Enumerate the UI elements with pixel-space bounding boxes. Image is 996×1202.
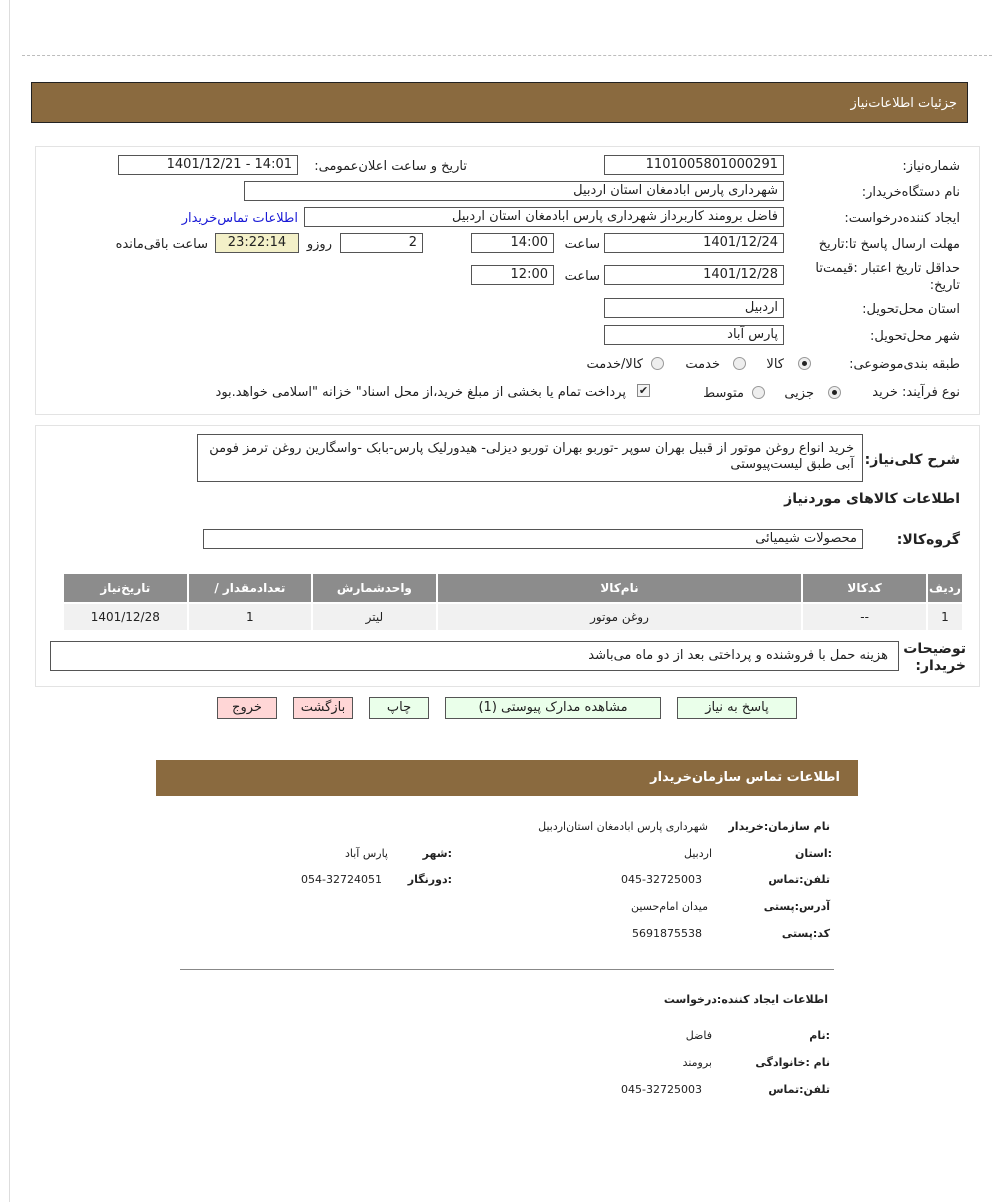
col-code: کدکالا [803, 574, 926, 602]
days-field: 2 [340, 233, 423, 253]
attachments-button[interactable]: مشاهده مدارک پیوستی (1) [445, 697, 661, 719]
contact-province: اردبیل [684, 847, 712, 860]
buyer-contact-link[interactable]: اطلاعات تماس‌خریدار [181, 211, 298, 226]
buyer-notes-label: توضیحات [903, 641, 966, 657]
goods-table [62, 572, 964, 632]
deadline-time-field: 14:00 [471, 233, 554, 253]
cell-row: 1 [928, 604, 962, 630]
creator-phone-label: تلفن‌:تماس [768, 1083, 830, 1096]
process-label: نوع فرآیند: خرید [872, 385, 960, 400]
remaining-label: ساعت باقی‌مانده [115, 237, 208, 252]
creator-phone: 045-32725003 [621, 1083, 702, 1096]
creator-family-label: نام :خانوادگی [755, 1056, 830, 1069]
process-partial-radio[interactable] [828, 386, 841, 399]
days-label: روزو [306, 237, 332, 252]
summary-label: شرح کلی‌نیاز: [864, 452, 960, 468]
creator-family: برومند [682, 1056, 712, 1069]
province-field: اردبیل [604, 298, 784, 318]
buyer-notes-text: هزینه حمل با فروشنده و پرداختی بعد از دو ماه می‌باشد [50, 641, 899, 671]
cell-date: 1401/12/28 [64, 604, 187, 630]
category-goods-radio[interactable] [798, 357, 811, 370]
buyer-notes-label-2: خریدار: [915, 658, 966, 674]
cell-unit: لیتر [313, 604, 436, 630]
contact-fax: 054-32724051 [301, 873, 382, 886]
remaining-time-field: 23:22:14 [215, 233, 299, 253]
city-field: پارس آباد [604, 325, 784, 345]
creator-name: فاضل [685, 1029, 712, 1042]
details-header [31, 82, 968, 123]
creator-field: فاضل برومند کاربرداز شهرداری پارس ابادمغان استان اردبیل [304, 207, 784, 227]
validity-time-label: ساعت [564, 269, 600, 284]
contact-postal-label: کد:پستی [781, 927, 830, 940]
deadline-label: مهلت ارسال پاسخ تا:تاریخ [818, 237, 960, 252]
validity-label: حداقل تاریخ اعتبار :قیمت‌تا [815, 261, 960, 276]
creator-name-label: :نام [809, 1029, 830, 1042]
page-left-border [9, 0, 10, 1202]
category-service-radio[interactable] [733, 357, 746, 370]
cell-code: -- [803, 604, 926, 630]
contact-fax-label: :دورنگار [407, 873, 452, 886]
creator-label: ایجاد کننده‌درخواست: [844, 211, 960, 226]
category-service-label: خدمت [685, 357, 720, 372]
col-row: ردیف [928, 574, 962, 602]
summary-text: خرید انواع روغن موتور از قبیل بهران سوپر -توربو بهران توربو دیزلی- هیدورلیک پارس-بابک -واسگارین روغن ترمز فومن آبی طبق لیست‌پیوستی [197, 434, 863, 482]
table-row [64, 604, 962, 630]
city-label: شهر محل‌تحویل: [870, 329, 960, 344]
category-goods-label: کالا [766, 357, 784, 372]
exit-button[interactable]: خروج [217, 697, 277, 719]
announce-label: تاریخ و ساعت اعلان‌عمومی: [314, 159, 467, 174]
treasury-payment-checkbox[interactable]: ✔ [638, 384, 649, 397]
deadline-date-field: 1401/12/24 [604, 233, 784, 253]
contact-city-label: :شهر [422, 847, 452, 860]
validity-label-2: تاریخ: [929, 278, 960, 293]
buyer-org-label: نام دستگاه‌خریدار: [861, 185, 960, 200]
creator-info-title: اطلاعات ایجاد کننده‌:درخواست [663, 993, 828, 1006]
col-date: تاریخ‌نیاز [64, 574, 187, 602]
details-header-title: جزئیات اطلاعات‌نیاز [850, 96, 957, 111]
contact-province-label: :استان [795, 847, 832, 860]
contact-org-label: نام سازمان‌:خریدار [728, 820, 830, 833]
deadline-time-label: ساعت [564, 237, 600, 252]
goods-info-label: اطلاعات کالاهای موردنیاز [784, 491, 960, 507]
validity-date-field: 1401/12/28 [604, 265, 784, 285]
category-label: طبقه بندی‌موضوعی: [849, 357, 960, 372]
buyer-contact-title: اطلاعات تماس سازمان‌خریدار [650, 770, 840, 785]
contact-phone-label: تلفن‌:تماس [768, 873, 830, 886]
buyer-org-field: شهرداری پارس ابادمغان استان اردبیل [244, 181, 784, 201]
col-name: نام‌کالا [438, 574, 802, 602]
print-button[interactable]: چاپ [369, 697, 429, 719]
back-button[interactable]: بازگشت [293, 697, 353, 719]
col-unit: واحدشمارش [313, 574, 436, 602]
province-label: استان محل‌تحویل: [862, 302, 960, 317]
goods-table-header [64, 574, 962, 602]
col-qty: تعدادمقدار / [189, 574, 312, 602]
category-goods-service-radio[interactable] [651, 357, 664, 370]
process-partial-label: جزیی [784, 386, 814, 401]
validity-time-field: 12:00 [471, 265, 554, 285]
cell-name: روغن موتور [438, 604, 802, 630]
announce-field: 1401/12/21 - 14:01 [118, 155, 298, 175]
contact-city: پارس آباد [344, 847, 388, 860]
cell-qty: 1 [189, 604, 312, 630]
reply-button[interactable]: پاسخ به نیاز [677, 697, 797, 719]
contact-org: شهرداری پارس ابادمغان استان‌اردبیل [538, 820, 708, 833]
goods-group-label: گروه‌کالا: [896, 532, 960, 548]
process-medium-label: متوسط [703, 386, 744, 401]
contact-postal: 5691875538 [632, 927, 702, 940]
need-number-label: شماره‌نیاز: [902, 159, 960, 174]
process-medium-radio[interactable] [752, 386, 765, 399]
goods-group-field: محصولات شیمیائی [203, 529, 863, 549]
buyer-contact-header [156, 760, 858, 796]
top-divider [22, 55, 992, 56]
contact-phone: 045-32725003 [621, 873, 702, 886]
contact-address: میدان امام‌حسین [630, 900, 708, 913]
contact-address-label: آدرس‌:پستی [763, 900, 830, 913]
category-goods-service-label: کالا/خدمت [586, 357, 643, 372]
need-number-field: 1101005801000291 [604, 155, 784, 175]
treasury-payment-note: پرداخت تمام یا بخشی از مبلغ خرید،از محل اسناد" خزانه "اسلامی خواهد.بود [215, 385, 626, 400]
section-divider [180, 969, 834, 970]
